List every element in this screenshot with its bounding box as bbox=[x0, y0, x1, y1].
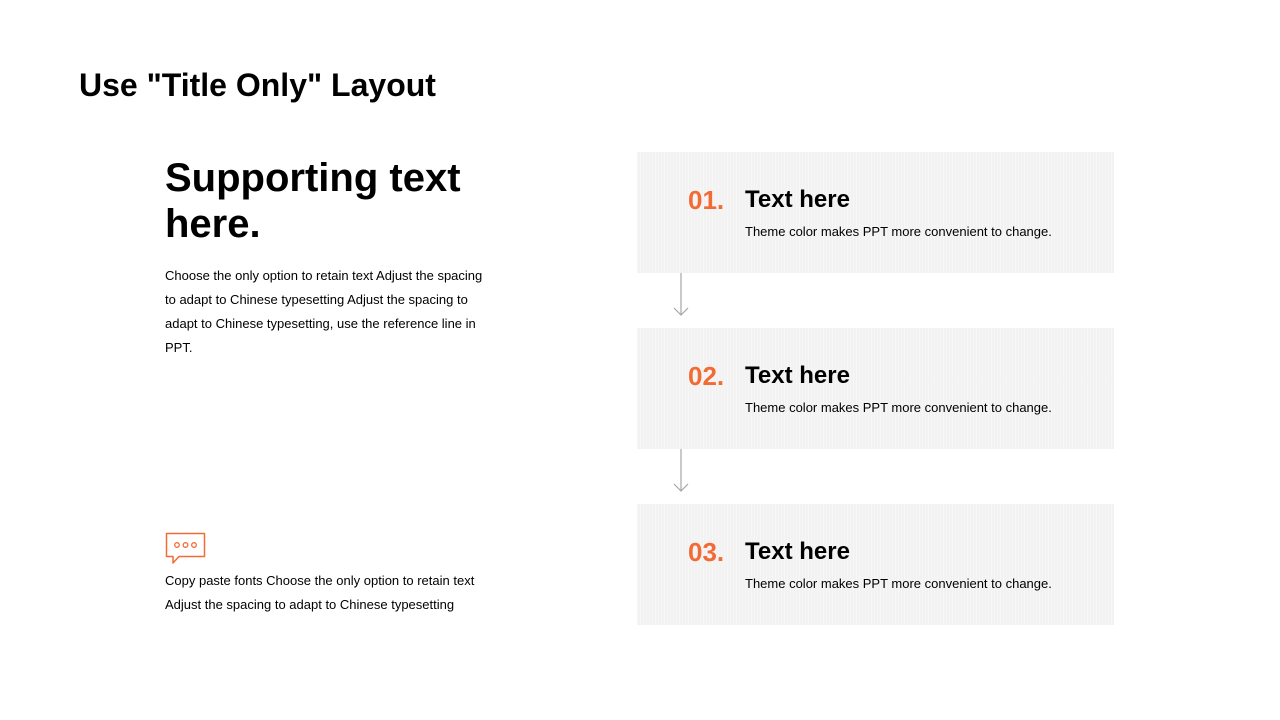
supporting-body-text: Choose the only option to retain text Adjust the spacing to adapt to Chinese typesetting Adjust the spacing to adapt to Chinese typesetting, use the reference line in PPT. bbox=[165, 268, 483, 355]
step-title: Text here bbox=[745, 538, 850, 565]
step-description: Theme color makes PPT more convenient to change. bbox=[745, 224, 1052, 239]
chat-bubble-icon bbox=[165, 532, 207, 566]
arrow-down-icon bbox=[671, 273, 691, 319]
step-number: 02. bbox=[688, 361, 725, 391]
supporting-heading: Supporting text here. bbox=[165, 156, 461, 246]
step-card-1 bbox=[637, 152, 1114, 273]
step-title: Text here bbox=[745, 186, 850, 213]
step-card-2 bbox=[637, 328, 1114, 449]
note-text: Copy paste fonts Choose the only option to retain text Adjust the spacing to adapt to Chinese typesetting bbox=[165, 573, 475, 612]
step-number: 03. bbox=[688, 537, 725, 567]
step-card-3 bbox=[637, 504, 1114, 625]
step-number: 01. bbox=[688, 185, 725, 215]
step-description: Theme color makes PPT more convenient to change. bbox=[745, 400, 1052, 415]
slide-title: Use "Title Only" Layout bbox=[79, 67, 436, 103]
arrow-down-icon bbox=[671, 449, 691, 495]
step-title: Text here bbox=[745, 362, 850, 389]
step-description: Theme color makes PPT more convenient to change. bbox=[745, 576, 1052, 591]
